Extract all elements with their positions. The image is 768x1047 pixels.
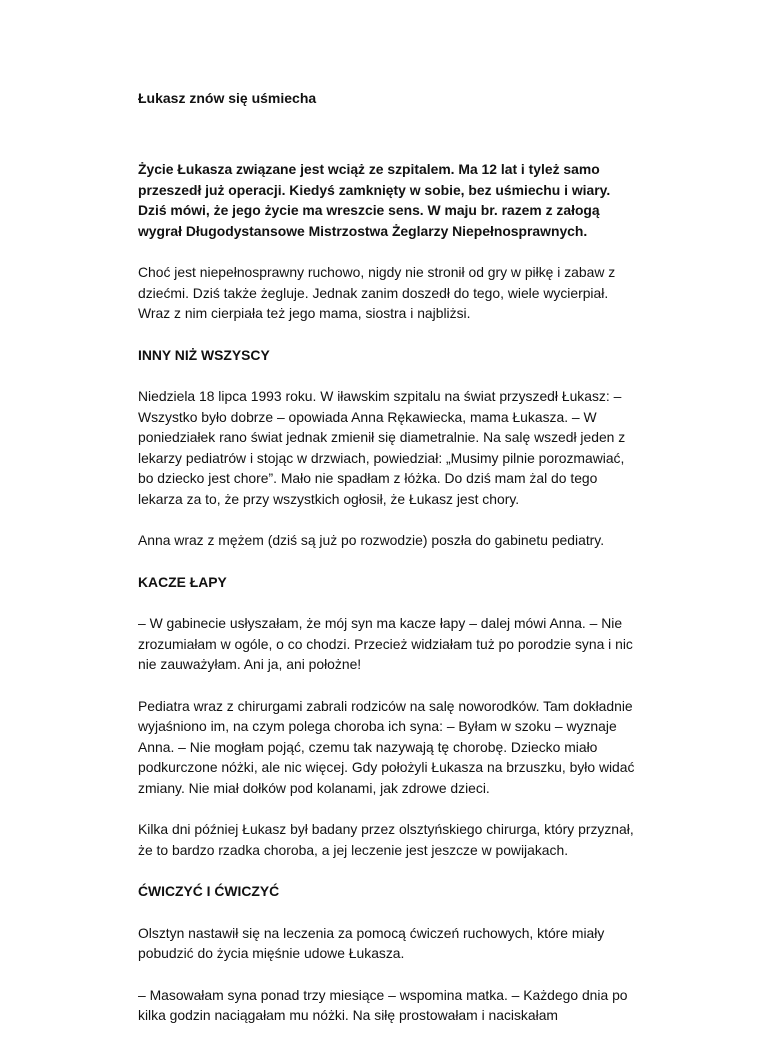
paragraph-4: – W gabinecie usłyszałam, że mój syn ma kacze łapy – dalej mówi Anna. – Nie zrozumiałam w ogóle, o co chodzi. Przecież widziałam tuż po porodzie syna i nic nie zauważyłam. Ani ja, ani położne! (138, 615, 633, 672)
section-heading-inny: INNY NIŻ WSZYSCY (138, 346, 270, 363)
article-title: Łukasz znów się uśmiecha (138, 90, 317, 106)
paragraph-5: Pediatra wraz z chirurgami zabrali rodziców na salę noworodków. Tam dokładnie wyjaśniono im, na czym polega choroba ich syna: – Byłam w szoku – wyznaje Anna. – Nie mogłam pojąć, czemu tak nazywają tę chorobę. Dziecko miało podkurczone nóżki, ale nic więcej. Gdy położyli Łukasza na brzuszku, było widać zmiany. Nie miał dołków pod kolanami, jak zdrowe dzieci. (138, 697, 635, 796)
article-body (138, 159, 638, 1047)
section-heading-cwiczyc: ĆWICZYĆ I ĆWICZYĆ (138, 883, 280, 899)
paragraph-3: Anna wraz z mężem (dziś są już po rozwodzie) poszła do gabinetu pediatry. (138, 532, 605, 548)
lead-paragraph: Życie Łukasza związane jest wciąż ze szpitalem. Ma 12 lat i tyleż samo przeszedł już operacji. Kiedyś zamknięty w sobie, bez uśmiechu i wiary. Dziś mówi, że jego życie ma wreszcie sens. W maju br. razem z załogą wygrał Długodystansowe Mistrzostwa Żeglarzy Niepełnosprawnych. (138, 161, 611, 239)
paragraph-2: Niedziela 18 lipca 1993 roku. W iławskim szpitalu na świat przyszedł Łukasz: – Wszystko było dobrze – opowiada Anna Rękawiecka, mama Łukasza. – W poniedziałek rano świat jednak zmienił się diametralnie. Na salę wszedł jeden z lekarzy pediatrów i stojąc w drzwiach, powiedział: „Musimy pilnie porozmawiać, bo dziecko jest chore”. Mało nie spadłam z łóżka. Do dziś mam żal do tego lekarza za to, że przy wszystkich ogłosił, że Łukasz jest chory. (138, 388, 626, 507)
paragraph-8: – Masowałam syna ponad trzy miesiące – wspomina matka. – Każdego dnia po kilka godzin naciągałam mu nóżki. Na siłę prostowałam i naciskałam (138, 986, 628, 1023)
paragraph-6: Kilka dni później Łukasz był badany przez olsztyńskiego chirurga, który przyznał, że to bardzo rzadka choroba, a jej leczenie jest jeszcze w powijakach. (138, 821, 634, 858)
section-heading-kacze: KACZE ŁAPY (138, 573, 227, 590)
paragraph-1: Choć jest niepełnosprawny ruchowo, nigdy nie stronił od gry w piłkę i zabaw z dziećmi. Dziś także żegluje. Jednak zanim doszedł do tego, wiele wycierpiał. Wraz z nim cierpiała też jego mama, siostra i najbliżsi. (138, 264, 616, 321)
paragraph-7: Olsztyn nastawił się na leczenia za pomocą ćwiczeń ruchowych, które miały pobudzić do życia mięśnie udowe Łukasza. (138, 924, 605, 961)
